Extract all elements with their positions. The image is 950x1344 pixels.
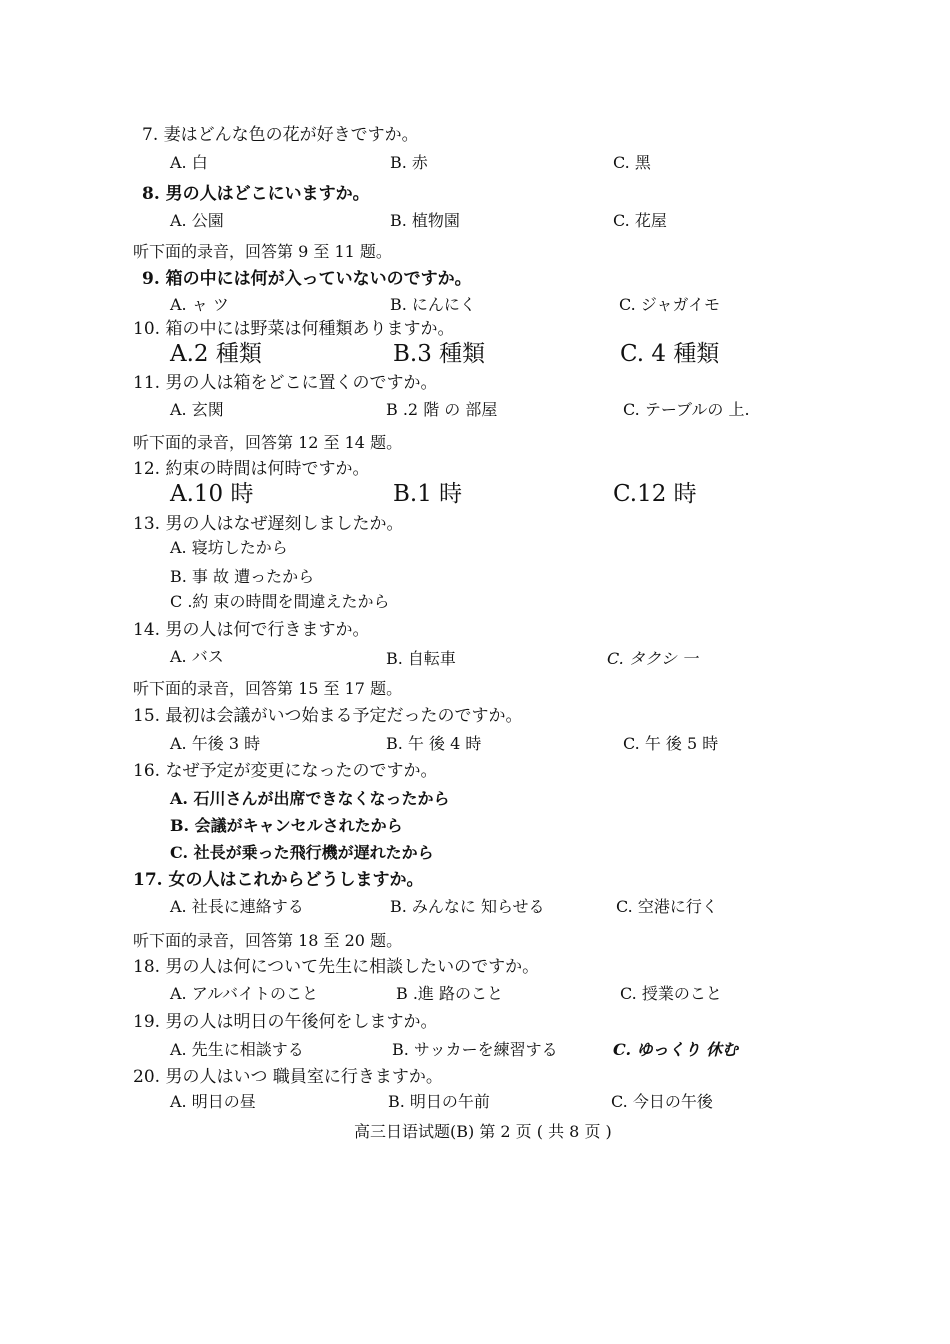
q15-option-b: B. 午 後 4 時 bbox=[386, 734, 482, 753]
q8-option-c: C. 花屋 bbox=[613, 211, 667, 230]
q16-option-b: B. 会議がキャンセルされたから bbox=[170, 816, 403, 835]
q7-option-a: A. 白 bbox=[170, 153, 208, 172]
question-16: 16. なぜ予定が変更になったのですか。 bbox=[133, 761, 438, 781]
q12-option-c: C.12 時 bbox=[613, 481, 697, 507]
q17-option-c: C. 空港に行く bbox=[616, 897, 718, 916]
q15-option-c: C. 午 後 5 時 bbox=[623, 734, 719, 753]
q9-option-a: A. ャ ツ bbox=[170, 295, 229, 314]
question-18: 18. 男の人は何について先生に相談したいのですか。 bbox=[133, 957, 540, 977]
instruction-12-14: 听下面的录音，回答第 12 至 14 题。 bbox=[133, 433, 403, 452]
question-11: 11. 男の人は箱をどこに置くのですか。 bbox=[133, 373, 438, 393]
q10-option-b: B.3 種類 bbox=[393, 341, 486, 367]
question-12: 12. 約束の時間は何時ですか。 bbox=[133, 459, 370, 479]
q7-option-b: B. 赤 bbox=[390, 153, 428, 172]
question-17: 17. 女の人はこれからどうしますか。 bbox=[133, 870, 424, 890]
q15-option-a: A. 午後 3 時 bbox=[170, 734, 261, 753]
question-9: 9. 箱の中には何が入っていないのですか。 bbox=[142, 269, 472, 289]
q12-option-a: A.10 時 bbox=[170, 481, 254, 507]
q14-option-a: A. バス bbox=[170, 647, 224, 666]
question-14: 14. 男の人は何で行きますか。 bbox=[133, 620, 370, 640]
q19-option-a: A. 先生に相談する bbox=[170, 1040, 304, 1059]
question-10: 10. 箱の中には野菜は何種類ありますか。 bbox=[133, 319, 455, 339]
q10-option-a: A.2 種類 bbox=[170, 341, 262, 367]
q11-option-b: B .2 階 の 部屋 bbox=[386, 400, 498, 419]
q19-option-b: B. サッカーを練習する bbox=[392, 1040, 558, 1059]
q13-option-b: B. 事 故 遭ったから bbox=[170, 567, 315, 586]
q9-option-b: B. にんにく bbox=[390, 295, 476, 314]
question-7: 7. 妻はどんな色の花が好きですか。 bbox=[142, 125, 419, 145]
q18-option-a: A. アルバイトのこと bbox=[170, 984, 318, 1003]
question-19: 19. 男の人は明日の午後何をしますか。 bbox=[133, 1012, 438, 1032]
q13-option-c: C .約 束の時間を間違えたから bbox=[170, 592, 390, 611]
q7-option-c: C. 黑 bbox=[613, 153, 651, 172]
q14-option-c: C. タクシ 一 bbox=[607, 649, 698, 668]
question-15: 15. 最初は会議がいつ始まる予定だったのですか。 bbox=[133, 706, 523, 726]
q12-option-b: B.1 時 bbox=[393, 481, 463, 507]
q11-option-a: A. 玄関 bbox=[170, 400, 224, 419]
instruction-9-11: 听下面的录音，回答第 9 至 11 题。 bbox=[133, 242, 392, 261]
page-footer: 高三日语试题(B) 第 2 页 ( 共 8 页 ) bbox=[354, 1122, 612, 1141]
q17-option-b: B. みんなに 知らせる bbox=[390, 897, 545, 916]
question-8: 8. 男の人はどこにいますか。 bbox=[142, 184, 370, 204]
q18-option-c: C. 授業のこと bbox=[620, 984, 722, 1003]
question-20: 20. 男の人はいつ 職員室に行きますか。 bbox=[133, 1067, 443, 1087]
q9-option-c: C. ジャガイモ bbox=[619, 295, 721, 314]
q20-option-b: B. 明日の午前 bbox=[388, 1092, 490, 1111]
q14-option-b: B. 自転車 bbox=[386, 649, 456, 668]
q10-option-c: C. 4 種類 bbox=[620, 341, 720, 367]
instruction-15-17: 听下面的录音，回答第 15 至 17 题。 bbox=[133, 679, 403, 698]
q8-option-b: B. 植物園 bbox=[390, 211, 460, 230]
question-13: 13. 男の人はなぜ遅刻しましたか。 bbox=[133, 514, 404, 534]
q17-option-a: A. 社長に連絡する bbox=[170, 897, 304, 916]
q20-option-c: C. 今日の午後 bbox=[611, 1092, 713, 1111]
q16-option-a: A. 石川さんが出席できなくなったから bbox=[170, 789, 450, 808]
q18-option-b: B .進 路のこと bbox=[396, 984, 504, 1003]
q13-option-a: A. 寝坊したから bbox=[170, 538, 288, 557]
q8-option-a: A. 公園 bbox=[170, 211, 224, 230]
instruction-18-20: 听下面的录音，回答第 18 至 20 题。 bbox=[133, 931, 403, 950]
q20-option-a: A. 明日の昼 bbox=[170, 1092, 256, 1111]
q11-option-c: C. テーブルの 上. bbox=[623, 400, 750, 419]
q19-option-c: C. ゆっくり 休む bbox=[613, 1040, 739, 1059]
q16-option-c: C. 社長が乗った飛行機が遅れたから bbox=[170, 843, 434, 862]
